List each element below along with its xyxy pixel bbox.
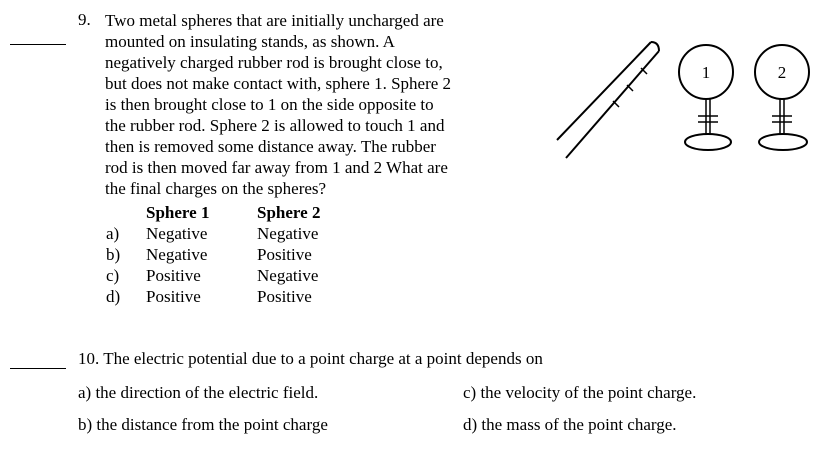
q9-answer-blank — [10, 44, 66, 45]
q9-number: 9. — [78, 10, 91, 29]
q9-line: mounted on insulating stands, as shown. A — [105, 32, 395, 51]
choice-sphere2: Positive — [257, 287, 312, 306]
choice-letter: d) — [106, 287, 121, 306]
q9-line: then is removed some distance away. The rubber — [105, 137, 436, 156]
q9-line: but does not make contact with, sphere 1. Sphere 2 — [105, 74, 452, 93]
choice-sphere2: Positive — [257, 245, 312, 264]
sphere2-header: Sphere 2 — [257, 203, 321, 222]
q9-line: rod is then moved far away from 1 and 2 What are — [105, 158, 448, 177]
q9-line: negatively charged rubber rod is brought close to, — [105, 53, 443, 72]
sphere1-header: Sphere 1 — [146, 203, 210, 222]
spheres-figure — [555, 34, 815, 164]
q9-line: is then brought close to 1 on the side opposite to — [105, 95, 434, 114]
choice-sphere1: Positive — [146, 287, 201, 306]
q9-line: the rubber rod. Sphere 2 is allowed to touch 1 and — [105, 116, 445, 135]
q9-stem — [105, 10, 485, 199]
sphere-1-label: 1 — [701, 63, 711, 82]
q9-line: the final charges on the spheres? — [105, 179, 327, 198]
choice-sphere1: Negative — [146, 245, 208, 264]
q10-answer-blank — [10, 368, 66, 369]
q10-choice-c[interactable]: c) the velocity of the point charge. — [463, 383, 697, 402]
choice-sphere2: Negative — [257, 266, 319, 285]
choice-letter: a) — [106, 224, 120, 243]
choice-letter: c) — [106, 266, 120, 285]
sphere-1 — [679, 45, 733, 150]
q10-question: 10. The electric potential due to a point charge at a point depends on — [78, 349, 543, 368]
q10-choice-b[interactable]: b) the distance from the point charge — [78, 415, 328, 434]
rubber-rod — [557, 42, 659, 158]
q10-choice-a[interactable]: a) the direction of the electric field. — [78, 383, 319, 402]
choice-letter: b) — [106, 245, 121, 264]
choice-sphere1: Negative — [146, 224, 208, 243]
choice-sphere2: Negative — [257, 224, 319, 243]
q10-choice-d[interactable]: d) the mass of the point charge. — [463, 415, 677, 434]
sphere-2-label: 2 — [777, 63, 787, 82]
choice-sphere1: Positive — [146, 266, 201, 285]
q9-line: Two metal spheres that are initially uncharged are — [105, 11, 444, 30]
sphere-2 — [755, 45, 809, 150]
